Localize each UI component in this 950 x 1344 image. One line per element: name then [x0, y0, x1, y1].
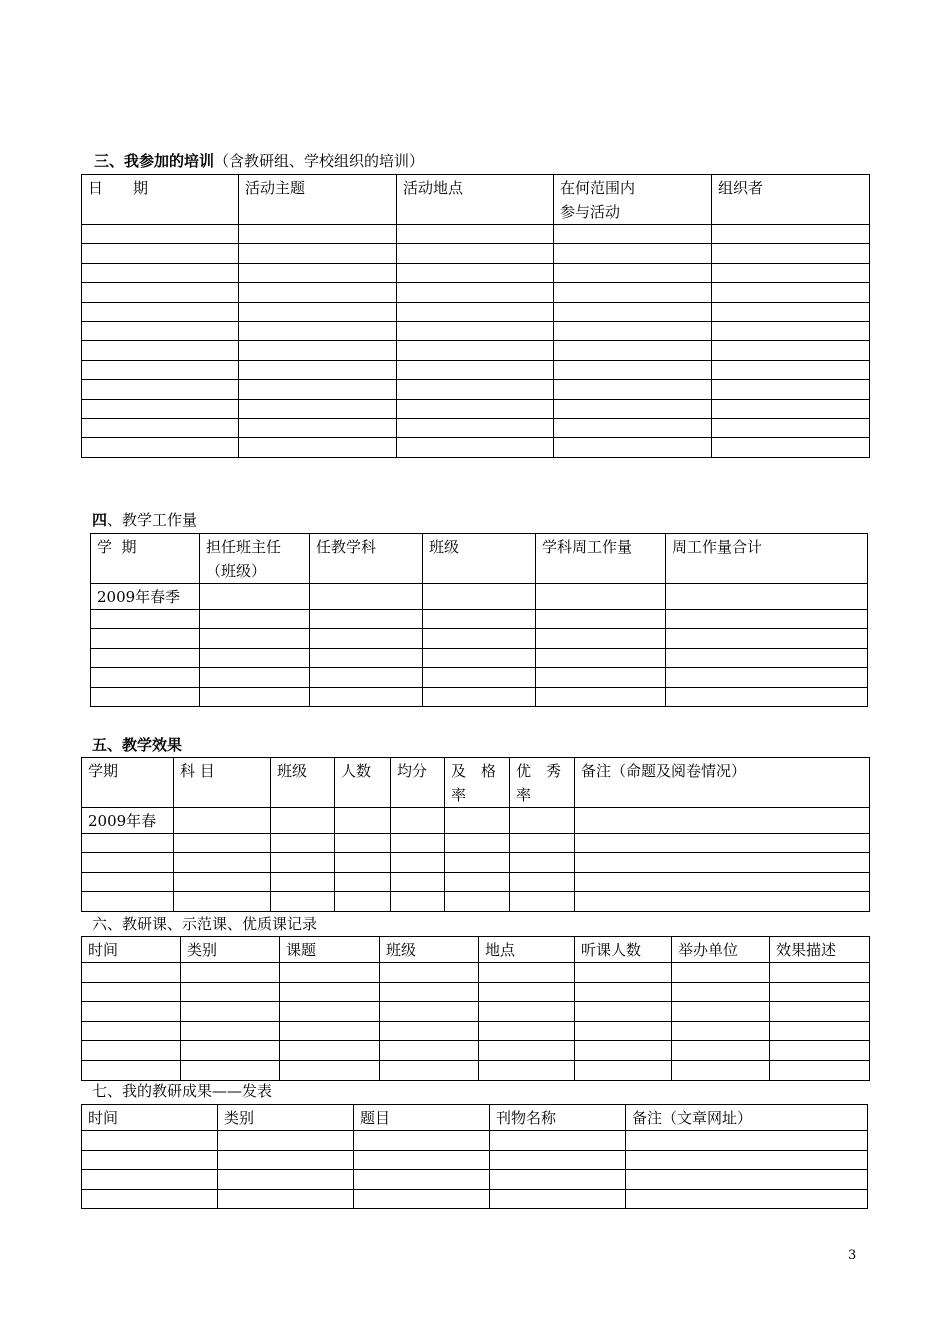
- table-cell[interactable]: [575, 853, 870, 872]
- table-cell[interactable]: [397, 225, 554, 244]
- table-cell[interactable]: [391, 853, 445, 872]
- table-cell[interactable]: [554, 244, 712, 263]
- table-cell[interactable]: [554, 341, 712, 360]
- table-cell[interactable]: [218, 1170, 354, 1190]
- table-cell[interactable]: [445, 872, 510, 891]
- table-cell[interactable]: [239, 418, 397, 437]
- table-cell[interactable]: [554, 321, 712, 340]
- demo-lesson-table: [81, 936, 870, 1081]
- table-cell[interactable]: [575, 1002, 672, 1022]
- table-cell[interactable]: [770, 982, 870, 1002]
- table-row: [82, 225, 870, 244]
- table-cell[interactable]: [82, 302, 239, 321]
- table-cell[interactable]: [335, 872, 391, 891]
- table-row: [91, 687, 868, 706]
- section-5-title: 五、教学效果: [92, 736, 183, 754]
- section-6-subtitle: 六、教研课、示范课、优质课记录: [92, 915, 318, 933]
- table-row: [82, 892, 870, 911]
- table-cell[interactable]: [554, 283, 712, 302]
- table-cell[interactable]: [626, 1131, 868, 1151]
- table-cell[interactable]: [575, 892, 870, 911]
- table-cell[interactable]: [575, 1041, 672, 1061]
- column-header: 班级: [271, 758, 335, 808]
- table-cell[interactable]: [490, 1150, 626, 1170]
- table-cell[interactable]: [575, 1021, 672, 1041]
- column-header: 优 秀 率: [510, 758, 575, 808]
- table-cell[interactable]: [82, 418, 239, 437]
- table-cell[interactable]: [82, 360, 239, 379]
- table-cell[interactable]: [380, 1060, 479, 1080]
- table-row: [82, 1060, 870, 1080]
- column-header: 听课人数: [575, 937, 672, 963]
- table-cell[interactable]: [672, 1041, 770, 1061]
- table-cell[interactable]: [335, 853, 391, 872]
- table-cell[interactable]: [712, 225, 870, 244]
- table-cell[interactable]: [239, 283, 397, 302]
- column-header: 刊物名称: [490, 1105, 626, 1131]
- table-row: [82, 380, 870, 399]
- section-4-title: 四: [92, 511, 108, 529]
- table-cell[interactable]: [479, 1021, 575, 1041]
- table-cell[interactable]: [310, 584, 423, 610]
- table-cell[interactable]: [397, 418, 554, 437]
- table-cell[interactable]: [82, 399, 239, 418]
- table-cell[interactable]: [626, 1170, 868, 1190]
- section-7-subtitle: 七、我的教研成果——发表: [92, 1082, 273, 1100]
- table-cell[interactable]: [380, 1002, 479, 1022]
- section-3-subtitle: （含教研组、学校组织的培训）: [214, 152, 425, 170]
- table-cell[interactable]: [91, 648, 200, 667]
- table-row: [91, 629, 868, 648]
- column-header: 时间: [82, 1105, 218, 1131]
- table-cell[interactable]: [770, 1002, 870, 1022]
- table-cell[interactable]: [490, 1131, 626, 1151]
- table-cell[interactable]: [200, 584, 310, 610]
- table-row: [82, 283, 870, 302]
- page-number: 3: [848, 1248, 857, 1263]
- table-cell[interactable]: [239, 438, 397, 457]
- table-cell[interactable]: [554, 360, 712, 379]
- table-cell[interactable]: [82, 225, 239, 244]
- table-cell[interactable]: [82, 892, 174, 911]
- table-cell[interactable]: [712, 418, 870, 437]
- table-cell[interactable]: [666, 648, 868, 667]
- table-cell[interactable]: [280, 1002, 380, 1022]
- table-cell[interactable]: [536, 648, 666, 667]
- column-header: 科 目: [174, 758, 271, 808]
- column-header: 课题: [280, 937, 380, 963]
- table-cell[interactable]: [510, 892, 575, 911]
- table-cell[interactable]: [218, 1189, 354, 1209]
- table-cell[interactable]: [575, 982, 672, 1002]
- table-row: [82, 321, 870, 340]
- term-cell[interactable]: 2009年春季: [91, 584, 200, 610]
- table-cell[interactable]: [510, 872, 575, 891]
- table-row: [82, 853, 870, 872]
- table-cell[interactable]: [335, 808, 391, 834]
- table-cell[interactable]: [391, 808, 445, 834]
- table-cell[interactable]: [536, 668, 666, 687]
- table-row: [82, 1150, 868, 1170]
- table-cell[interactable]: [82, 321, 239, 340]
- table-cell[interactable]: [423, 584, 536, 610]
- header-row: [82, 175, 870, 225]
- table-cell[interactable]: [310, 687, 423, 706]
- table-cell[interactable]: [712, 380, 870, 399]
- table-cell[interactable]: [626, 1150, 868, 1170]
- table-cell[interactable]: [82, 1002, 181, 1022]
- table-cell[interactable]: [239, 244, 397, 263]
- column-header: 活动地点: [397, 175, 554, 225]
- section-6-heading: [92, 915, 317, 933]
- table-cell[interactable]: [490, 1189, 626, 1209]
- table-cell[interactable]: [770, 963, 870, 983]
- table-cell[interactable]: [536, 584, 666, 610]
- table-cell[interactable]: [174, 834, 271, 853]
- table-cell[interactable]: [181, 1041, 280, 1061]
- table-cell[interactable]: [271, 834, 335, 853]
- table-cell[interactable]: [510, 853, 575, 872]
- column-header: 组织者: [712, 175, 870, 225]
- table-row: [82, 982, 870, 1002]
- table-cell[interactable]: [239, 399, 397, 418]
- section-4-subtitle: 、教学工作量: [107, 511, 198, 529]
- table-cell[interactable]: [380, 1021, 479, 1041]
- header-row: [82, 937, 870, 963]
- table-row: [82, 1041, 870, 1061]
- table-cell[interactable]: [479, 1041, 575, 1061]
- table-row: [82, 438, 870, 457]
- table-cell[interactable]: [423, 668, 536, 687]
- table-cell[interactable]: [82, 263, 239, 282]
- table-cell[interactable]: [712, 438, 870, 457]
- column-header: 时间: [82, 937, 181, 963]
- table-cell[interactable]: [770, 1060, 870, 1080]
- table-row: [82, 263, 870, 282]
- table-cell[interactable]: [666, 687, 868, 706]
- table-cell[interactable]: [397, 360, 554, 379]
- table-row: [82, 244, 870, 263]
- table-cell[interactable]: [380, 963, 479, 983]
- table-cell[interactable]: [397, 438, 554, 457]
- table-row: [82, 341, 870, 360]
- table-cell[interactable]: [575, 963, 672, 983]
- table-cell[interactable]: [82, 834, 174, 853]
- table-cell[interactable]: [310, 610, 423, 629]
- column-header: 举办单位: [672, 937, 770, 963]
- table-cell[interactable]: [554, 225, 712, 244]
- table-cell[interactable]: [391, 834, 445, 853]
- table-cell[interactable]: [666, 584, 868, 610]
- table-cell[interactable]: [575, 872, 870, 891]
- table-cell[interactable]: [280, 1060, 380, 1080]
- table-cell[interactable]: [218, 1150, 354, 1170]
- table-cell[interactable]: [666, 629, 868, 648]
- table-cell[interactable]: [423, 629, 536, 648]
- table-cell[interactable]: [91, 687, 200, 706]
- column-header: 学科周工作量: [536, 534, 666, 584]
- table-cell[interactable]: [354, 1189, 490, 1209]
- table-cell[interactable]: [626, 1189, 868, 1209]
- table-row: [82, 360, 870, 379]
- table-cell[interactable]: [554, 380, 712, 399]
- section-7-heading: [92, 1082, 272, 1100]
- section-3-title: 三、我参加的培训: [94, 152, 215, 170]
- table-cell[interactable]: [672, 1021, 770, 1041]
- table-cell[interactable]: [510, 834, 575, 853]
- table-cell[interactable]: [479, 963, 575, 983]
- table-row: [82, 1189, 868, 1209]
- table-cell[interactable]: [445, 834, 510, 853]
- table-cell[interactable]: [554, 263, 712, 282]
- column-header: 人数: [335, 758, 391, 808]
- table-cell[interactable]: [445, 892, 510, 911]
- table-cell[interactable]: [380, 982, 479, 1002]
- table-cell[interactable]: [397, 283, 554, 302]
- table-cell[interactable]: [397, 341, 554, 360]
- column-header: 及 格 率: [445, 758, 510, 808]
- table-cell[interactable]: [280, 982, 380, 1002]
- column-header: 学 期: [91, 534, 200, 584]
- table-cell[interactable]: [554, 399, 712, 418]
- header-row: [82, 758, 870, 808]
- column-header: 任教学科: [310, 534, 423, 584]
- column-header: 学期: [82, 758, 174, 808]
- table-cell[interactable]: [554, 438, 712, 457]
- table-cell[interactable]: [91, 610, 200, 629]
- table-cell[interactable]: [280, 1041, 380, 1061]
- table-row: [82, 872, 870, 891]
- table-cell[interactable]: [536, 687, 666, 706]
- workload-table: [90, 533, 868, 707]
- table-cell[interactable]: [239, 341, 397, 360]
- table-row: [82, 1170, 868, 1190]
- table-row: [82, 302, 870, 321]
- table-cell[interactable]: [712, 360, 870, 379]
- table-cell[interactable]: [239, 302, 397, 321]
- table-cell[interactable]: [479, 1002, 575, 1022]
- table-cell[interactable]: [271, 853, 335, 872]
- table-cell[interactable]: [82, 438, 239, 457]
- table-cell[interactable]: [82, 380, 239, 399]
- table-cell[interactable]: [712, 263, 870, 282]
- table-cell[interactable]: [82, 341, 239, 360]
- table-cell[interactable]: [181, 1002, 280, 1022]
- table-cell[interactable]: [271, 872, 335, 891]
- table-cell[interactable]: [239, 321, 397, 340]
- table-cell[interactable]: [672, 982, 770, 1002]
- header-row: [91, 534, 868, 584]
- table-cell[interactable]: [82, 1189, 218, 1209]
- table-cell[interactable]: [575, 1060, 672, 1080]
- table-cell[interactable]: [310, 648, 423, 667]
- table-cell[interactable]: [239, 380, 397, 399]
- table-cell[interactable]: [554, 302, 712, 321]
- table-cell[interactable]: [712, 302, 870, 321]
- table-row: [91, 668, 868, 687]
- table-cell[interactable]: [479, 1060, 575, 1080]
- table-cell[interactable]: [174, 872, 271, 891]
- table-cell[interactable]: [554, 418, 712, 437]
- table-row: [82, 418, 870, 437]
- table-cell[interactable]: [271, 808, 335, 834]
- table-cell[interactable]: [91, 629, 200, 648]
- table-cell[interactable]: [335, 892, 391, 911]
- table-cell[interactable]: [397, 302, 554, 321]
- table-cell[interactable]: [82, 1150, 218, 1170]
- term-cell[interactable]: 2009年春: [82, 808, 174, 834]
- table-cell[interactable]: [200, 629, 310, 648]
- column-header: 班级: [423, 534, 536, 584]
- table-cell[interactable]: [423, 648, 536, 667]
- table-cell[interactable]: [82, 1041, 181, 1061]
- table-cell[interactable]: [397, 399, 554, 418]
- table-cell[interactable]: [181, 1060, 280, 1080]
- table-cell[interactable]: [666, 668, 868, 687]
- table-cell[interactable]: [479, 982, 575, 1002]
- table-cell[interactable]: [490, 1170, 626, 1190]
- table-cell[interactable]: [82, 244, 239, 263]
- table-cell[interactable]: [536, 610, 666, 629]
- table-cell[interactable]: [280, 963, 380, 983]
- table-row: [82, 963, 870, 983]
- table-row: [82, 1002, 870, 1022]
- table-cell[interactable]: [672, 1060, 770, 1080]
- table-cell[interactable]: [712, 341, 870, 360]
- training-table: [81, 174, 870, 458]
- table-row: [91, 610, 868, 629]
- table-cell[interactable]: [239, 225, 397, 244]
- section-4-heading: [92, 511, 197, 529]
- table-cell[interactable]: [423, 687, 536, 706]
- column-header: 活动主题: [239, 175, 397, 225]
- table-cell[interactable]: [397, 244, 554, 263]
- table-cell[interactable]: [445, 853, 510, 872]
- table-cell[interactable]: [239, 360, 397, 379]
- table-cell[interactable]: [391, 872, 445, 891]
- section-3-heading: [94, 152, 424, 170]
- table-cell[interactable]: [82, 1060, 181, 1080]
- table-cell[interactable]: [200, 668, 310, 687]
- table-cell[interactable]: [82, 963, 181, 983]
- header-row: [82, 1105, 868, 1131]
- table-cell[interactable]: [712, 283, 870, 302]
- table-cell[interactable]: [200, 648, 310, 667]
- table-cell[interactable]: [397, 321, 554, 340]
- table-cell[interactable]: [770, 1021, 870, 1041]
- table-cell[interactable]: [712, 244, 870, 263]
- table-cell[interactable]: [510, 808, 575, 834]
- table-cell[interactable]: [536, 629, 666, 648]
- table-cell[interactable]: [380, 1041, 479, 1061]
- column-header: 担任班主任 （班级）: [200, 534, 310, 584]
- publications-table: [81, 1104, 868, 1209]
- table-cell[interactable]: [445, 808, 510, 834]
- table-cell[interactable]: [672, 963, 770, 983]
- column-header: 日 期: [82, 175, 239, 225]
- table-row: [82, 1021, 870, 1041]
- table-cell[interactable]: [200, 687, 310, 706]
- table-cell[interactable]: [91, 668, 200, 687]
- column-header: 在何范围内 参与活动: [554, 175, 712, 225]
- table-row: [82, 1131, 868, 1151]
- column-header: 效果描述: [770, 937, 870, 963]
- column-header: 题目: [354, 1105, 490, 1131]
- table-cell[interactable]: [712, 399, 870, 418]
- table-cell[interactable]: [354, 1150, 490, 1170]
- column-header: 备注（命题及阅卷情况）: [575, 758, 870, 808]
- table-cell[interactable]: [174, 853, 271, 872]
- column-header: 周工作量合计: [666, 534, 868, 584]
- table-cell[interactable]: [391, 892, 445, 911]
- table-cell[interactable]: [200, 610, 310, 629]
- table-cell[interactable]: [770, 1041, 870, 1061]
- table-cell[interactable]: [82, 853, 174, 872]
- table-row: [82, 399, 870, 418]
- table-row: [82, 834, 870, 853]
- table-cell[interactable]: [423, 610, 536, 629]
- table-cell[interactable]: [354, 1131, 490, 1151]
- table-cell[interactable]: [82, 1131, 218, 1151]
- column-header: 类别: [181, 937, 280, 963]
- table-row: [82, 808, 870, 834]
- table-cell[interactable]: [397, 380, 554, 399]
- table-cell[interactable]: [575, 808, 870, 834]
- table-cell[interactable]: [354, 1170, 490, 1190]
- table-cell[interactable]: [82, 982, 181, 1002]
- column-header: 类别: [218, 1105, 354, 1131]
- table-cell[interactable]: [181, 1021, 280, 1041]
- table-cell[interactable]: [82, 1021, 181, 1041]
- table-cell[interactable]: [82, 283, 239, 302]
- table-cell[interactable]: [174, 808, 271, 834]
- table-cell[interactable]: [310, 668, 423, 687]
- column-header: 地点: [479, 937, 575, 963]
- column-header: 均分: [391, 758, 445, 808]
- teaching-results-table: [81, 757, 870, 912]
- table-cell[interactable]: [575, 834, 870, 853]
- table-cell[interactable]: [666, 610, 868, 629]
- table-cell[interactable]: [672, 1002, 770, 1022]
- table-row: [91, 584, 868, 610]
- table-row: [91, 648, 868, 667]
- column-header: 备注（文章网址）: [626, 1105, 868, 1131]
- table-cell[interactable]: [181, 963, 280, 983]
- table-cell[interactable]: [218, 1131, 354, 1151]
- table-cell[interactable]: [181, 982, 280, 1002]
- table-cell[interactable]: [271, 892, 335, 911]
- table-cell[interactable]: [397, 263, 554, 282]
- table-cell[interactable]: [310, 629, 423, 648]
- table-cell[interactable]: [280, 1021, 380, 1041]
- table-cell[interactable]: [335, 834, 391, 853]
- section-5-heading: [92, 736, 182, 754]
- table-cell[interactable]: [82, 872, 174, 891]
- table-cell[interactable]: [174, 892, 271, 911]
- table-cell[interactable]: [82, 1170, 218, 1190]
- table-cell[interactable]: [239, 263, 397, 282]
- table-cell[interactable]: [712, 321, 870, 340]
- column-header: 班级: [380, 937, 479, 963]
